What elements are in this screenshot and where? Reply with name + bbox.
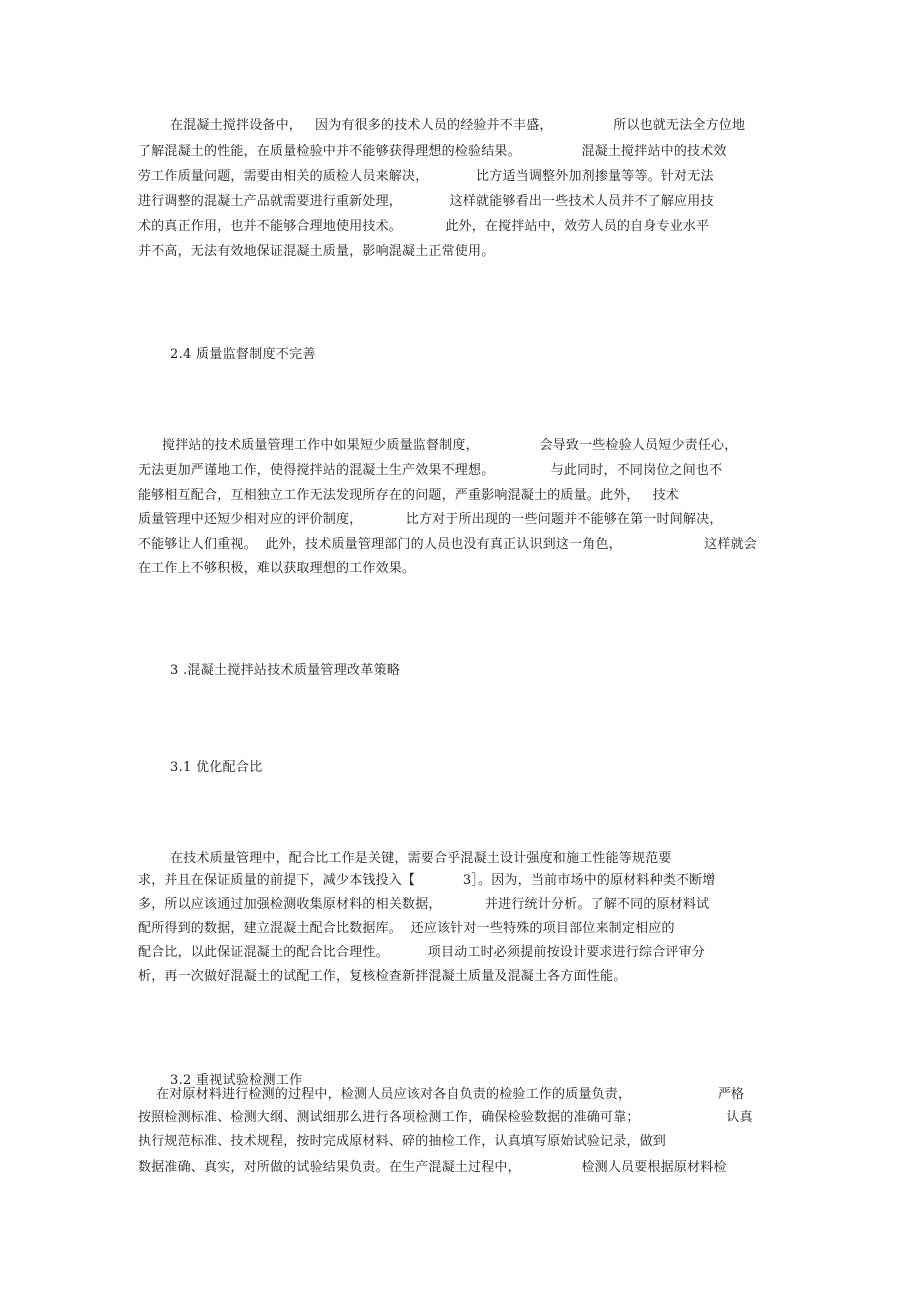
text-line: 能够相互配合，互相独立工作无法发现所存在的问题，严重影响混凝土的质量。此外， 技术 (138, 488, 679, 503)
text-line: 术的真正作用，也并不能够合理地使用技术。 此外，在搅拌站中，效劳人员的自身专业水平 (138, 219, 710, 234)
text-line: 在对原材料进行检测的过程中，检测人员应该对各自负责的检验工作的质量负责， 严格 (156, 1087, 745, 1102)
text-line: 无法更加严谨地工作，使得搅拌站的混凝土生产效果不理想。 与此同时，不同岗位之间也不 (138, 463, 723, 478)
text-line: 质量管理中还短少相对应的评价制度， 比方对于所出现的一些问题并不能够在第一时间解决， (138, 512, 723, 527)
text-line: 求，并且在保证质量的前提下，减少本钱投入【 3］。因为，当前市场中的原材料种类不断增 (138, 873, 716, 888)
section-heading: 3 .混凝土搅拌站技术质量管理改革策略 (170, 663, 401, 678)
text-line: 在工作上不够积极，难以获取理想的工作效果。 (138, 561, 416, 576)
text-line: 在技术质量管理中，配合比工作是关键，需要合乎混凝土设计强度和施工性能等规范要 (170, 851, 672, 866)
text-line: 数据准确、真实，对所做的试验结果负责。在生产混凝土过程中， 检测人员要根据原材料检 (138, 1160, 727, 1175)
text-line: 了解混凝土的性能，在质量检验中并不能够获得理想的检验结果。 混凝土搅拌站中的技术效 (138, 144, 727, 159)
section-heading: 3.1 优化配合比 (170, 760, 263, 775)
text-line: 搅拌站的技术质量管理工作中如果短少质量监督制度， 会导致一些检验人员短少责任心， (162, 438, 738, 453)
section-heading: 3.2 重视试验检测工作 (170, 1073, 303, 1088)
text-line: 劳工作质量问题，需要由相关的质检人员来解决， 比方适当调整外加剂掺量等等。针对无法 (138, 169, 714, 184)
text-line: 进行调整的混凝土产品就需要进行重新处理， 这样就能够看出一些技术人员并不了解应用技 (138, 194, 714, 209)
text-line: 多，所以应该通过加强检测收集原材料的相关数据， 并进行统计分析。了解不同的原材料试 (138, 897, 710, 912)
text-line: 配合比，以此保证混凝土的配合比合理性。 项目动工时必须提前按设计要求进行综合评审分 (138, 945, 705, 960)
text-line: 按照检测标准、检测大纲、测试细那么进行各项检测工作，确保检验数据的准确可靠； 认真 (138, 1110, 753, 1125)
text-line: 执行规范标准、技术规程，按时完成原材料、碎的抽检工作，认真填写原始试验记录，做到 (138, 1134, 667, 1149)
text-line: 并不高，无法有效地保证混凝土质量，影响混凝土正常使用。 (138, 244, 495, 259)
section-heading: 2.4 质量监督制度不完善 (170, 347, 316, 362)
text-line: 配所得到的数据，建立混凝土配合比数据库。 还应该针对一些特殊的项目部位来制定相应的 (138, 921, 675, 936)
text-line: 析，再一次做好混凝土的试配工作，复核检查新拌混凝土质量及混凝土各方面性能。 (138, 969, 627, 984)
text-line: 在混凝土搅拌设备中， 因为有很多的技术人员的经验并不丰盛， 所以也就无法全方位地 (170, 118, 746, 133)
text-line: 不能够让人们重视。 此外，技术质量管理部门的人员也没有真正认识到这一角色， 这样就会 (138, 537, 757, 552)
